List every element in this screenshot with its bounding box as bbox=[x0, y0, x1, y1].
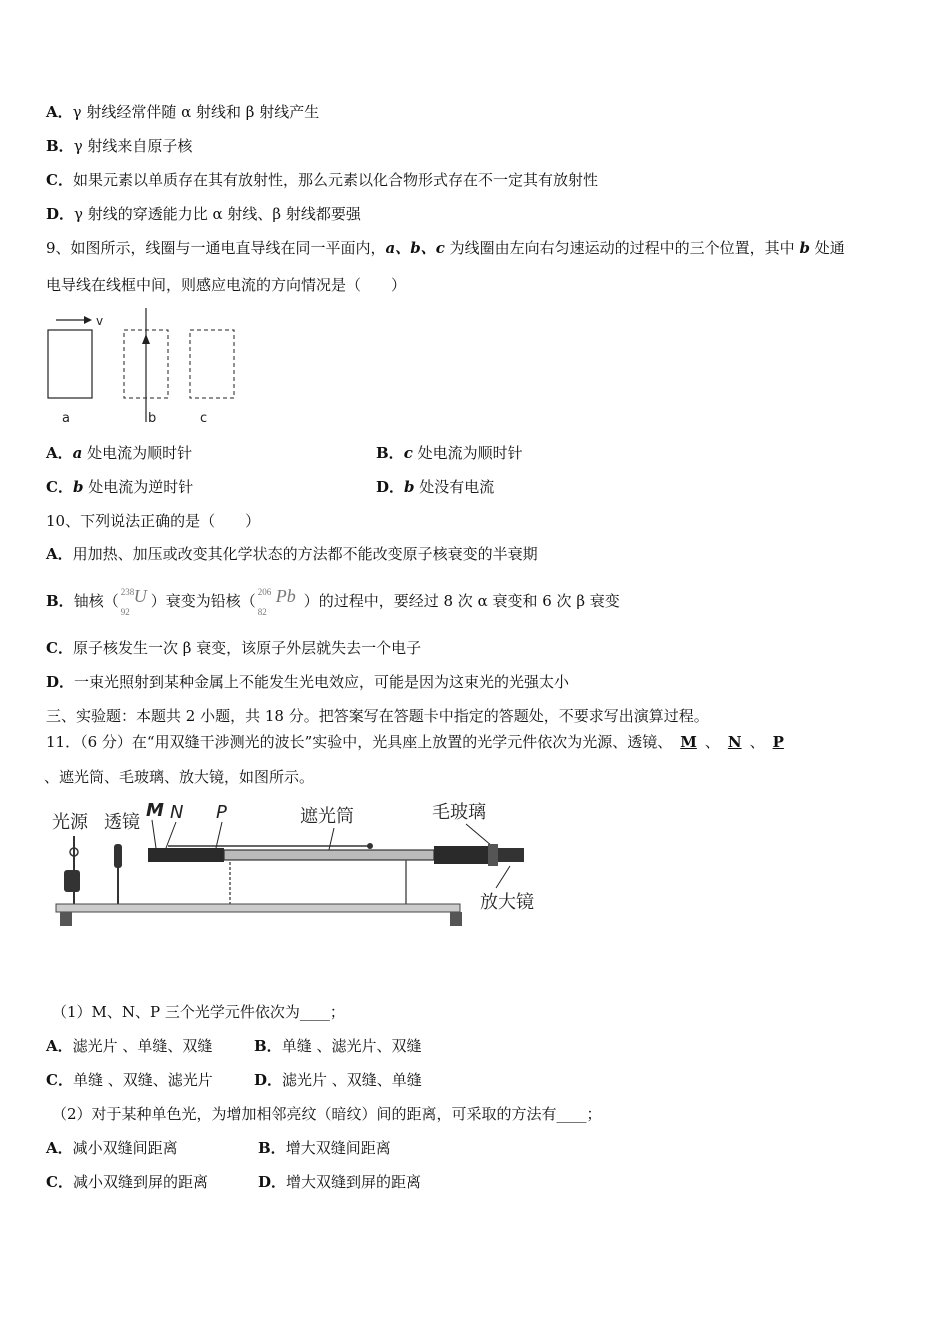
q10-option-b: B．铀核（ 238 92 U ）衰变为铅核（ 206 82 Pb ）的过程中，要经过 8 次 α 衰变和 6 次 β 衰变 bbox=[46, 586, 620, 617]
q11-figure bbox=[48, 796, 558, 931]
section3-heading: 三、实验题：本题共 2 小题，共 18 分。把答案写在答题卡中指定的答题处，不要求写出演算过程。 bbox=[46, 707, 709, 725]
blank-p: P bbox=[772, 733, 784, 751]
coil-a bbox=[48, 330, 92, 398]
q11-sub1-option-b: B．单缝 、滤光片、双缝 bbox=[254, 1037, 422, 1055]
lead-nuclide: 206 82 Pb bbox=[257, 586, 296, 617]
q11-sub2: （2）对于某种单色光，为增加相邻亮纹（暗纹）间的距离，可采取的方法有____； bbox=[52, 1105, 602, 1123]
bench-foot-left bbox=[60, 912, 72, 926]
label-c: c bbox=[200, 411, 208, 426]
leader-m bbox=[152, 820, 156, 848]
q8-option-b: B．γ 射线来自原子核 bbox=[46, 137, 193, 155]
label-a: a bbox=[62, 411, 70, 426]
q11-sub1-option-a: A．滤光片 、单缝、双缝 bbox=[46, 1037, 213, 1055]
bench-foot-right bbox=[450, 912, 462, 926]
blank-m: M bbox=[680, 733, 697, 751]
q11-sub1-option-c: C．单缝 、双缝、滤光片 bbox=[46, 1071, 213, 1089]
blank-n: N bbox=[727, 733, 742, 751]
q11-sub1-option-d: D．滤光片 、双缝、单缝 bbox=[254, 1071, 422, 1089]
q9-option-d: D．b 处没有电流 bbox=[376, 478, 495, 496]
q10-option-a: A．用加热、加压或改变其化学状态的方法都不能改变原子核衰变的半衰期 bbox=[46, 545, 538, 563]
q11-sub2-option-d: D．增大双缝到屏的距离 bbox=[258, 1173, 422, 1191]
leader-glass bbox=[466, 824, 492, 846]
ground-glass bbox=[488, 844, 498, 866]
label-light-source: 光源 bbox=[52, 812, 88, 833]
q9-stem: 9、如图所示，线圈与一通电直导线在同一平面内，a、b、c 为线圈由左向右匀速运动的过程中的三个位置，其中 b 处通 bbox=[46, 239, 845, 257]
label-glass: 毛玻璃 bbox=[432, 802, 486, 823]
velocity-arrowhead bbox=[84, 316, 92, 324]
label-magnifier: 放大镜 bbox=[480, 892, 534, 913]
label-tube: 遮光筒 bbox=[300, 806, 354, 827]
q11-sub2-option-c: C．减小双缝到屏的距离 bbox=[46, 1173, 208, 1191]
q8-option-c: C．如果元素以单质存在其有放射性，那么元素以化合物形式存在不一定其有放射性 bbox=[46, 171, 598, 189]
q11-sub2-option-a: A．减小双缝间距离 bbox=[46, 1139, 178, 1157]
label-n: N bbox=[170, 802, 184, 823]
q10-stem: 10、下列说法正确的是（ ） bbox=[46, 512, 261, 530]
q9-stem-line2: 电导线在线框中间，则感应电流的方向情况是（ ） bbox=[46, 276, 407, 294]
leader-p bbox=[216, 822, 222, 848]
velocity-label: v bbox=[96, 314, 104, 328]
light-shield-tube bbox=[224, 850, 434, 860]
leader-n bbox=[166, 822, 176, 848]
q9-option-a: A．a 处电流为顺时针 bbox=[46, 444, 193, 462]
light-source-body bbox=[64, 870, 80, 892]
label-p: P bbox=[216, 802, 227, 823]
label-m: M bbox=[146, 800, 164, 821]
rod-knob bbox=[367, 843, 373, 849]
q9-option-b: B．c 处电流为顺时针 bbox=[376, 444, 523, 462]
q10-option-d: D．一束光照射到某种金属上不能发生光电效应，可能是因为这束光的光强太小 bbox=[46, 673, 570, 691]
label-lens: 透镜 bbox=[104, 812, 140, 833]
q11-stem-line2: 、遮光筒、毛玻璃、放大镜，如图所示。 bbox=[44, 768, 315, 786]
q11-sub1: （1）M、N、P 三个光学元件依次为____； bbox=[52, 1003, 345, 1021]
lens-holder bbox=[114, 844, 122, 868]
leader-magnifier bbox=[496, 866, 510, 888]
q8-option-a: A．γ 射线经常伴随 α 射线和 β 射线产生 bbox=[46, 103, 320, 121]
q11-stem: 11．（6 分）在“用双缝干涉测光的波长”实验中，光具座上放置的光学元件依次为光源、透镜、 M 、 N 、 P bbox=[46, 731, 792, 753]
magnifier-end bbox=[498, 848, 524, 862]
filter-holder bbox=[148, 848, 224, 862]
coil-c bbox=[190, 330, 234, 398]
q9-figure bbox=[40, 308, 250, 428]
q9-option-c: C．b 处电流为逆时针 bbox=[46, 478, 194, 496]
q11-sub2-option-b: B．增大双缝间距离 bbox=[258, 1139, 391, 1157]
current-arrowhead bbox=[142, 334, 150, 344]
optical-bench bbox=[56, 904, 460, 912]
uranium-nuclide: 238 92 U bbox=[120, 586, 147, 617]
label-b: b bbox=[148, 411, 157, 426]
q8-option-d: D．γ 射线的穿透能力比 α 射线、β 射线都要强 bbox=[46, 205, 361, 223]
q10-option-c: C．原子核发生一次 β 衰变，该原子外层就失去一个电子 bbox=[46, 639, 422, 657]
eyepiece-barrel bbox=[434, 846, 488, 864]
